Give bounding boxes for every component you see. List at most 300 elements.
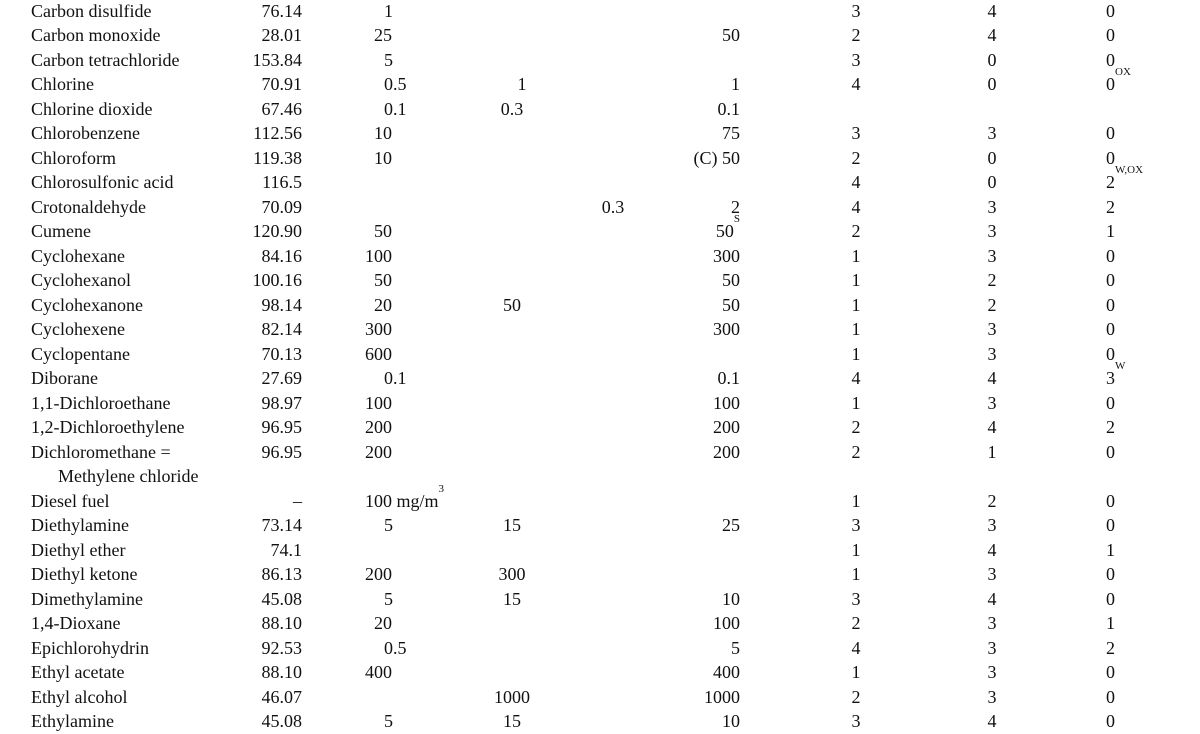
chemical-name-cell-text: Chlorobenzene: [31, 123, 140, 143]
chemical-name-cell-text: Cyclohexane: [31, 245, 125, 266]
molecular-weight-cell-text: 120.90: [252, 221, 302, 241]
health-rating-cell-text: 4: [851, 637, 861, 658]
flammability-rating-cell-text: 4: [987, 539, 997, 560]
pel-cell-superscript: S: [733, 213, 740, 225]
flammability-rating-cell: [942, 538, 1042, 563]
pel-cell: [640, 513, 740, 538]
twa-cell: [384, 366, 484, 391]
pel-cell: [640, 23, 740, 48]
reactivity-rating-cell: [1106, 317, 1186, 342]
stel-cell: [462, 513, 562, 538]
stel-cell-text: 15: [503, 588, 521, 609]
molecular-weight-cell: [250, 219, 302, 244]
molecular-weight-cell-text: 96.95: [261, 441, 302, 462]
molecular-weight-cell: [250, 244, 302, 269]
chemical-name-cell-text: Chloroform: [31, 147, 116, 168]
molecular-weight-cell-text: 119.38: [253, 147, 302, 168]
twa-cell-text: 5: [384, 515, 393, 535]
molecular-weight-cell: [250, 489, 302, 514]
health-rating-cell: [806, 440, 906, 465]
table-row: [0, 66, 1200, 97]
flammability-rating-cell-text: 4: [987, 0, 997, 21]
twa-cell: [374, 23, 474, 48]
pel-cell: [640, 244, 740, 269]
chemical-name-cell-text: Cyclohexanone: [31, 294, 143, 315]
chemical-name-cell: [31, 48, 179, 73]
flammability-rating-cell: [942, 146, 1042, 171]
reactivity-rating-cell-text: 0: [1106, 0, 1115, 21]
reactivity-rating-cell-text: 1: [1106, 539, 1115, 560]
reactivity-rating-cell-text: 3: [1106, 368, 1115, 388]
reactivity-rating-cell-text: 0: [1106, 392, 1115, 413]
health-rating-cell-text: 4: [851, 368, 861, 388]
flammability-rating-cell: [942, 391, 1042, 416]
molecular-weight-cell-text: 86.13: [261, 564, 302, 584]
table-row: [0, 164, 1200, 195]
molecular-weight-cell: [250, 685, 302, 710]
stel-cell-text: 15: [503, 515, 521, 535]
chemical-name-cell-text: Diethylamine: [31, 515, 129, 535]
flammability-rating-cell-text: 4: [987, 711, 997, 731]
health-rating-cell: [806, 342, 906, 367]
chemical-name-cell: [31, 342, 130, 367]
health-rating-cell-text: 4: [851, 74, 861, 94]
twa-cell: [365, 391, 465, 416]
table-row: [0, 360, 1200, 391]
reactivity-rating-cell-text: 2: [1106, 196, 1115, 217]
flammability-rating-cell: [942, 48, 1042, 73]
twa-cell-text: 5: [384, 49, 393, 70]
molecular-weight-cell: [250, 562, 302, 587]
health-rating-cell: [806, 244, 906, 269]
pel-cell-text: 50: [715, 221, 734, 241]
chemical-name-cell-text: 1,2-Dichloroethylene: [31, 417, 185, 437]
health-rating-cell: [806, 23, 906, 48]
molecular-weight-cell: [250, 513, 302, 538]
flammability-rating-cell: [942, 611, 1042, 636]
flammability-rating-cell: [942, 636, 1042, 661]
health-rating-cell: [806, 685, 906, 710]
reactivity-rating-cell: [1106, 23, 1186, 48]
flammability-rating-cell-text: 4: [987, 588, 997, 609]
health-rating-cell: [806, 660, 906, 685]
pel-cell-text: 50: [722, 25, 740, 45]
pel-cell: [640, 213, 740, 244]
table-row: [0, 611, 1200, 636]
molecular-weight-cell-text: 88.10: [261, 662, 302, 682]
flammability-rating-cell-text: 3: [987, 319, 997, 339]
twa-cell: [384, 72, 484, 97]
pel-cell-text: 50: [722, 294, 740, 315]
molecular-weight-cell-text: 82.14: [261, 319, 302, 339]
flammability-rating-cell: [942, 121, 1042, 146]
molecular-weight-cell: [250, 268, 302, 293]
health-rating-cell: [806, 72, 906, 97]
molecular-weight-cell-text: 74.1: [270, 539, 302, 560]
molecular-weight-cell: [250, 538, 302, 563]
molecular-weight-cell: [250, 391, 302, 416]
flammability-rating-cell-text: 3: [987, 221, 997, 241]
reactivity-rating-cell-text: 0: [1106, 123, 1115, 143]
chemical-name-cell: [31, 685, 127, 710]
flammability-rating-cell: [942, 342, 1042, 367]
reactivity-rating-cell-text: 2: [1106, 417, 1115, 437]
reactivity-rating-cell-text: 0: [1106, 711, 1115, 731]
molecular-weight-cell-text: 153.84: [252, 49, 302, 70]
molecular-weight-cell: [250, 709, 302, 734]
twa-cell: [365, 562, 465, 587]
molecular-weight-cell: [250, 660, 302, 685]
reactivity-rating-cell: [1106, 244, 1186, 269]
reactivity-rating-cell-text: 0: [1106, 294, 1115, 315]
table-row: [0, 244, 1200, 269]
molecular-weight-cell: [250, 0, 302, 23]
chemical-name-cell: [31, 97, 152, 122]
twa-cell: [365, 660, 465, 685]
table-row: [0, 636, 1200, 661]
molecular-weight-cell-text: 46.07: [261, 686, 302, 707]
twa-cell-text: 5: [384, 588, 393, 609]
flammability-rating-cell: [942, 415, 1042, 440]
chemical-name-cell: [31, 489, 109, 514]
pel-cell-text: 100: [713, 613, 740, 633]
twa-cell-text: 200: [365, 564, 392, 584]
pel-cell: [640, 660, 740, 685]
reactivity-rating-cell-text: 0: [1106, 662, 1115, 682]
molecular-weight-cell-text: 98.14: [261, 294, 302, 315]
health-rating-cell: [806, 538, 906, 563]
flammability-rating-cell-text: 3: [987, 613, 997, 633]
health-rating-cell: [806, 121, 906, 146]
twa-cell-text: 20: [374, 294, 392, 315]
stel-cell: [472, 72, 572, 97]
twa-cell-text: 1: [384, 0, 393, 21]
pel-cell: [640, 146, 740, 171]
health-rating-cell-text: 2: [851, 25, 861, 45]
pel-cell-text: 1000: [704, 686, 740, 707]
flammability-rating-cell: [942, 709, 1042, 734]
chemical-name-cell: [31, 72, 94, 97]
flammability-rating-cell-text: 3: [987, 196, 997, 217]
reactivity-rating-cell: [1106, 293, 1186, 318]
table-row: [0, 121, 1200, 146]
pel-cell-text: 10: [722, 588, 740, 609]
chemical-name-cell-text: Chlorosulfonic acid: [31, 172, 174, 192]
chemical-name-cell: [31, 587, 143, 612]
table-row: [0, 317, 1200, 342]
reactivity-rating-cell: [1106, 415, 1186, 440]
chemical-name-cell-text: Methylene chloride: [58, 466, 199, 486]
chemical-name-cell: [31, 415, 184, 440]
chemical-name-cell-text: Carbon tetrachloride: [31, 49, 180, 70]
pel-cell: [640, 195, 740, 220]
health-rating-cell-text: 2: [851, 441, 861, 462]
table-row: [0, 562, 1200, 587]
chemical-name-cell-text: Crotonaldehyde: [31, 196, 146, 217]
health-rating-cell-text: 1: [851, 490, 861, 511]
flammability-rating-cell-text: 3: [987, 515, 997, 535]
flammability-rating-cell-text: 2: [987, 294, 997, 315]
reactivity-rating-cell: [1106, 219, 1186, 244]
chemical-name-cell: [31, 709, 114, 734]
reactivity-rating-cell-text: 0: [1106, 515, 1115, 535]
chemical-name-cell: [31, 23, 160, 48]
pel-cell-text: 2: [731, 196, 740, 217]
table-row: [0, 482, 1200, 514]
chemical-name-cell-text: Carbon disulfide: [31, 0, 152, 21]
pel-cell: [640, 415, 740, 440]
health-rating-cell-text: 3: [851, 711, 861, 731]
molecular-weight-cell: [250, 195, 302, 220]
reactivity-rating-cell: [1106, 195, 1186, 220]
molecular-weight-cell: [250, 587, 302, 612]
flammability-rating-cell: [942, 195, 1042, 220]
chemical-name-cell: [31, 513, 129, 538]
health-rating-cell-text: 3: [851, 49, 861, 70]
pel-cell-text: 1: [731, 74, 740, 94]
table-row: [0, 538, 1200, 563]
reactivity-rating-cell: [1106, 360, 1186, 391]
flammability-rating-cell-text: 1: [987, 441, 997, 462]
chemical-name-cell-text: 1,1-Dichloroethane: [31, 392, 171, 413]
health-rating-cell-text: 2: [851, 147, 861, 168]
pel-cell: [640, 293, 740, 318]
twa-cell: [384, 636, 484, 661]
chemical-name-cell: [31, 293, 143, 318]
pel-cell-text: 0.1: [717, 98, 740, 119]
flammability-rating-cell-text: 3: [987, 392, 997, 413]
molecular-weight-cell: [250, 440, 302, 465]
chemical-name-cell-text: Epichlorohydrin: [31, 637, 149, 658]
health-rating-cell-text: 1: [851, 392, 861, 413]
reactivity-rating-cell: [1106, 121, 1186, 146]
flammability-rating-cell: [942, 293, 1042, 318]
reactivity-rating-cell-text: 2: [1106, 637, 1115, 658]
reactivity-rating-cell: [1106, 611, 1186, 636]
pel-cell: [640, 366, 740, 391]
health-rating-cell-text: 4: [851, 196, 861, 217]
twa-cell: [374, 219, 474, 244]
health-rating-cell-text: 2: [851, 613, 861, 633]
health-rating-cell: [806, 268, 906, 293]
health-rating-cell: [806, 513, 906, 538]
chemical-name-cell-text: Ethyl acetate: [31, 662, 125, 682]
health-rating-cell: [806, 562, 906, 587]
table-row: [0, 23, 1200, 48]
health-rating-cell-text: 1: [851, 245, 861, 266]
molecular-weight-cell: [250, 611, 302, 636]
reactivity-rating-cell: [1106, 0, 1186, 23]
molecular-weight-cell: [250, 23, 302, 48]
flammability-rating-cell: [942, 268, 1042, 293]
twa-cell-text: 0.5: [384, 637, 407, 658]
twa-cell: [365, 244, 465, 269]
pel-cell-text: 25: [722, 515, 740, 535]
reactivity-rating-cell: [1106, 636, 1186, 661]
flammability-rating-cell-text: 3: [987, 123, 997, 143]
twa-cell: [374, 146, 474, 171]
flammability-rating-cell: [942, 366, 1042, 391]
health-rating-cell: [806, 146, 906, 171]
table-row: [0, 268, 1200, 293]
health-rating-cell: [806, 391, 906, 416]
chemical-name-cell-text: Cyclohexene: [31, 319, 125, 339]
twa-cell-text: 5: [384, 711, 393, 731]
health-rating-cell-text: 2: [851, 686, 861, 707]
health-rating-cell-text: 2: [851, 417, 861, 437]
flammability-rating-cell: [942, 685, 1042, 710]
molecular-weight-cell-text: 116.5: [262, 172, 302, 192]
health-rating-cell: [806, 219, 906, 244]
pel-cell: [640, 391, 740, 416]
health-rating-cell-text: 3: [851, 515, 861, 535]
chemical-name-cell-text: Dichloromethane =: [31, 441, 171, 462]
molecular-weight-cell: [250, 342, 302, 367]
health-rating-cell-text: 1: [851, 270, 861, 290]
chemical-name-cell-text: Diesel fuel: [31, 490, 110, 511]
health-rating-cell-text: 1: [851, 539, 861, 560]
health-rating-cell: [806, 195, 906, 220]
chemical-name-cell-text: Cyclohexanol: [31, 270, 131, 290]
pel-cell: [640, 440, 740, 465]
table-row: [0, 464, 1200, 489]
molecular-weight-cell: [250, 170, 302, 195]
twa-cell-text: 200: [365, 417, 392, 437]
twa-cell: [374, 293, 474, 318]
reactivity-rating-cell: [1106, 164, 1186, 195]
flammability-rating-cell-text: 3: [987, 245, 997, 266]
health-rating-cell: [806, 709, 906, 734]
flammability-rating-cell: [942, 562, 1042, 587]
table-row: [0, 342, 1200, 367]
twa-cell: [374, 268, 474, 293]
flammability-rating-cell-text: 4: [987, 417, 997, 437]
reactivity-rating-cell: [1106, 660, 1186, 685]
molecular-weight-cell-text: 70.91: [261, 74, 302, 94]
chemical-name-cell: [31, 268, 131, 293]
pel-cell-text: 300: [713, 319, 740, 339]
health-rating-cell: [806, 587, 906, 612]
molecular-weight-cell-text: 112.56: [253, 123, 302, 143]
pel-cell: [640, 636, 740, 661]
reactivity-rating-cell-text: 0: [1106, 245, 1115, 266]
twa-cell: [384, 48, 484, 73]
chemical-name-cell-text: Diborane: [31, 368, 98, 388]
pel-cell: [640, 72, 740, 97]
twa-cell-text: 100 mg/m: [365, 490, 439, 511]
reactivity-rating-cell-text: 0: [1106, 25, 1115, 45]
chemical-name-cell: [31, 244, 125, 269]
health-rating-cell: [806, 611, 906, 636]
reactivity-rating-cell: [1106, 66, 1186, 97]
stel-cell: [462, 562, 562, 587]
pel-cell-text: 75: [722, 123, 740, 143]
reactivity-rating-cell: [1106, 562, 1186, 587]
reactivity-rating-cell-text: 0: [1106, 319, 1115, 339]
health-rating-cell: [806, 48, 906, 73]
flammability-rating-cell: [942, 317, 1042, 342]
health-rating-cell-text: 3: [851, 0, 861, 21]
molecular-weight-cell: [250, 72, 302, 97]
chemical-name-cell: [31, 0, 151, 23]
pel-cell: [640, 121, 740, 146]
flammability-rating-cell-text: 4: [987, 368, 997, 388]
pel-cell-text: 50: [722, 270, 740, 290]
table-row: [0, 391, 1200, 416]
stel-cell-text: 15: [503, 711, 521, 731]
molecular-weight-cell: [250, 146, 302, 171]
table-row: [0, 0, 1200, 23]
table-row: [0, 440, 1200, 465]
twa-cell-text: 20: [374, 613, 392, 633]
twa-cell-superscript: 3: [438, 482, 445, 495]
table-row: [0, 48, 1200, 73]
chemical-name-cell-text: Ethylamine: [31, 711, 114, 731]
twa-cell: [365, 415, 465, 440]
reactivity-rating-cell-superscript: OX: [1115, 66, 1131, 78]
molecular-weight-cell-text: 70.09: [261, 196, 302, 217]
twa-cell-text: 50: [374, 221, 392, 241]
molecular-weight-cell-text: –: [293, 490, 302, 511]
twa-cell-text: 600: [365, 343, 392, 364]
pel-cell-text: 400: [713, 662, 740, 682]
pel-cell: [640, 97, 740, 122]
health-rating-cell-text: 3: [851, 123, 861, 143]
chemical-name-cell: [58, 464, 198, 489]
flammability-rating-cell-text: 0: [987, 147, 997, 168]
reactivity-rating-cell-text: 0: [1106, 686, 1115, 707]
reactivity-rating-cell: [1106, 489, 1186, 514]
twa-cell-text: 10: [374, 123, 392, 143]
chemical-name-cell: [31, 366, 98, 391]
health-rating-cell-text: 3: [851, 588, 861, 609]
molecular-weight-cell-text: 45.08: [261, 588, 302, 609]
molecular-weight-cell: [250, 293, 302, 318]
flammability-rating-cell: [942, 660, 1042, 685]
flammability-rating-cell-text: 3: [987, 564, 997, 584]
flammability-rating-cell-text: 4: [987, 25, 997, 45]
chemical-name-cell-text: Carbon monoxide: [31, 25, 161, 45]
flammability-rating-cell: [942, 219, 1042, 244]
chemical-name-cell: [31, 317, 125, 342]
stel-cell-text: 50: [503, 294, 521, 315]
reactivity-rating-cell-text: 1: [1106, 221, 1115, 241]
twa-cell-text: 10: [374, 147, 392, 168]
reactivity-rating-cell-text: 2: [1106, 172, 1115, 192]
flammability-rating-cell: [942, 587, 1042, 612]
table-row: [0, 660, 1200, 685]
molecular-weight-cell-text: 67.46: [261, 98, 302, 119]
twa-cell: [384, 0, 484, 23]
twa-cell-text: 0.5: [384, 74, 407, 94]
health-rating-cell-text: 4: [851, 172, 861, 192]
molecular-weight-cell-text: 88.10: [261, 613, 302, 633]
molecular-weight-cell-text: 73.14: [261, 515, 302, 535]
twa-cell-text: 300: [365, 319, 392, 339]
health-rating-cell-text: 2: [851, 221, 861, 241]
chemical-name-cell: [31, 146, 116, 171]
twa-cell-text: 0.1: [384, 368, 407, 388]
pel-cell-text: 200: [713, 441, 740, 462]
pel-cell: [640, 611, 740, 636]
chemical-name-cell-text: Diethyl ketone: [31, 564, 138, 584]
chemical-name-cell-text: Cyclopentane: [31, 343, 130, 364]
reactivity-rating-cell: [1106, 587, 1186, 612]
pel-cell-text: 200: [713, 417, 740, 437]
molecular-weight-cell: [250, 48, 302, 73]
reactivity-rating-cell-superscript: W: [1115, 360, 1126, 372]
stel-cell: [462, 97, 562, 122]
